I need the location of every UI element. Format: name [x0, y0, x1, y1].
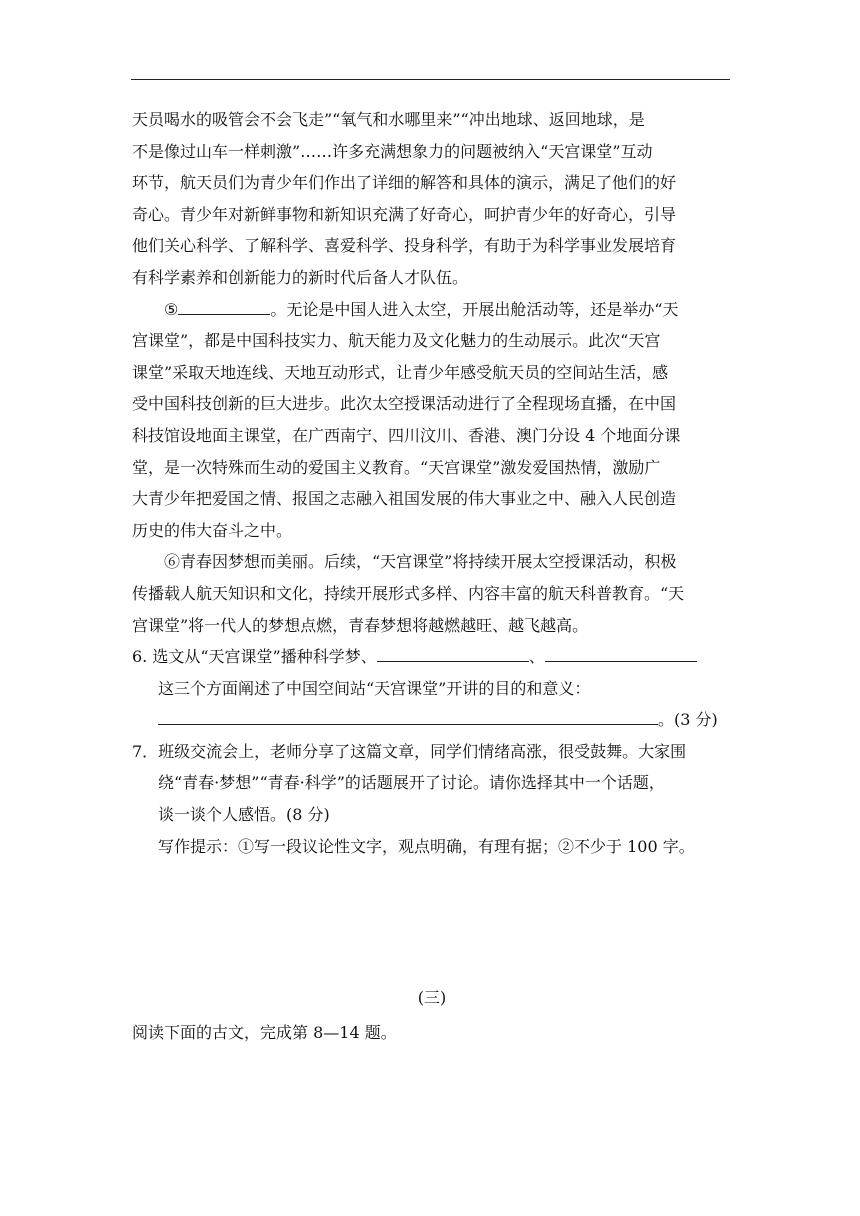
text-line: 宫课堂”，都是中国科技实力、航天能力及文化魅力的生动展示。此次“天宫: [132, 331, 661, 351]
answer-blank-q6-1[interactable]: [377, 641, 529, 662]
answer-blank-q6-3[interactable]: [158, 704, 658, 725]
passage-paragraph-4: [132, 104, 732, 294]
text-segment: 。无论是中国人进入太空，开展出舱活动等，还是举办“天: [270, 299, 679, 319]
passage-paragraph-6: [132, 546, 732, 641]
text-line: 谈一谈个人感悟。(8 分): [158, 805, 330, 825]
section-instruction: 阅读下面的古文，完成第 8—14 题。: [132, 1022, 397, 1042]
writing-hint: 写作提示：①写一段议论性文字，观点明确，有理有据；②不少于 100 字。: [158, 836, 695, 856]
text-line: 堂，是一次特殊而生动的爱国主义教育。“天宫课堂”激发爱国热情，激励广: [132, 457, 661, 477]
document-body: [132, 104, 732, 1048]
text-line: 绕“青春·梦想”“青春·科学”的话题展开了讨论。请你选择其中一个话题，: [158, 773, 665, 793]
paragraph-marker: ⑤: [164, 299, 179, 319]
text-line: 不是像过山车一样刺激”……许多充满想象力的问题被纳入“天宫课堂”互动: [132, 141, 653, 161]
text-line: 有科学素养和创新能力的新时代后备人才队伍。: [132, 267, 469, 287]
text-line: 天员喝水的吸管会不会飞走”“氧气和水哪里来”“冲出地球、返回地球，是: [132, 110, 645, 129]
text-line: 受中国科技创新的巨大进步。此次太空授课活动进行了全程现场直播，在中国: [132, 394, 677, 414]
text-line: 环节，航天员们为青少年们作出了详细的解答和具体的演示，满足了他们的好: [132, 173, 677, 193]
text-line: 他们关心科学、了解科学、喜爱科学、投身科学，有助于为科学事业发展培育: [132, 236, 677, 256]
text-line: 历史的伟大奋斗之中。: [132, 520, 293, 540]
header-rule: [131, 79, 730, 80]
text-line: [132, 704, 732, 736]
question-7: [132, 736, 732, 862]
text-line: ⑥青春因梦想而美丽。后续，“天宫课堂”将持续开展太空授课活动，积极: [164, 552, 677, 572]
text-line: 课堂”采取天地连线、天地互动形式，让青少年感受航天员的空间站生活，感: [132, 362, 669, 382]
text-line: 大青少年把爱国之情、报国之志融入祖国发展的伟大事业之中、融入人民创造: [132, 489, 677, 509]
question-6: [132, 641, 732, 736]
q6-separator: 、: [528, 647, 545, 667]
text-line: 这三个方面阐述了中国空间站“天宫课堂”开讲的目的和意义：: [158, 678, 591, 698]
text-line: 7．班级交流会上，老师分享了这篇文章，同学们情绪高涨，很受鼓舞。大家围: [132, 741, 687, 761]
q6-score: 。(3 分): [658, 710, 718, 730]
passage-paragraph-5: [132, 294, 732, 547]
text-line: [132, 294, 732, 326]
answer-space[interactable]: [132, 862, 732, 982]
text-line: [132, 641, 732, 673]
q6-prefix: 6. 选文从“天宫课堂”播种科学梦、: [132, 647, 377, 667]
answer-blank-q6-2[interactable]: [545, 641, 697, 662]
section-title: (三): [417, 988, 447, 1008]
text-line: 科技馆设地面主课堂，在广西南宁、四川汶川、香港、澳门分设 4 个地面分课: [132, 425, 681, 445]
answer-blank-p5[interactable]: [178, 294, 270, 315]
text-line: 传播载人航天知识和文化，持续开展形式多样、内容丰富的航天科普教育。“天: [132, 583, 685, 603]
text-line: 奇心。青少年对新鲜事物和新知识充满了好奇心，呵护青少年的好奇心，引导: [132, 204, 677, 224]
text-line: 宫课堂”将一代人的梦想点燃，青春梦想将越燃越旺、越飞越高。: [132, 615, 589, 635]
